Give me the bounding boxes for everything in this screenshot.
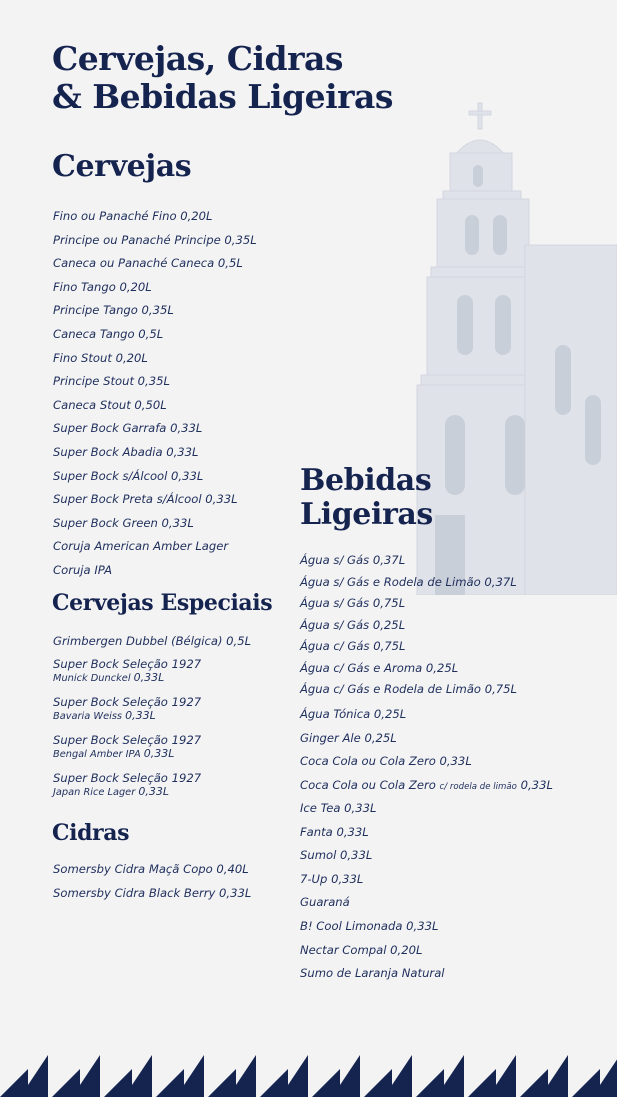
item-size: 0,33L [133, 671, 165, 684]
list-item: Água s/ Gás 0,25L [300, 617, 406, 632]
especiais-heading: Cervejas Especiais [52, 590, 273, 616]
especiais-list [53, 634, 251, 648]
list-item [53, 695, 201, 723]
list-item: Fino ou Panaché Fino 0,20L [53, 209, 213, 223]
list-item: Água c/ Gás e Rodela de Limão 0,75L [300, 682, 517, 696]
bebidas-heading-line-2: Ligeiras [300, 497, 433, 532]
list-item: Principe Stout 0,35L [53, 374, 170, 389]
list-item: Ginger Ale 0,25L [300, 730, 397, 745]
item-size: 0,33L [520, 777, 553, 792]
cidras-list [53, 862, 251, 909]
page-title [52, 40, 393, 116]
item-variety: Bavaria Weiss [53, 711, 123, 722]
list-item: Principe Tango 0,35L [53, 303, 174, 318]
list-item [53, 771, 201, 799]
item-variety: Japan Rice Lager [53, 787, 136, 798]
list-item [53, 733, 201, 761]
list-item: B! Cool Limonada 0,33L [300, 918, 439, 933]
list-item: Ice Tea 0,33L [300, 801, 377, 815]
list-item: Coruja IPA [53, 562, 113, 577]
cidras-heading: Cidras [52, 820, 130, 846]
cervejas-list [53, 209, 257, 587]
list-item: Fanta 0,33L [300, 824, 369, 839]
bebidas-list-refrigerantes [300, 801, 445, 990]
item-name: Super Bock Seleção 1927 [53, 733, 202, 747]
item-note: c/ rodela de limão [439, 781, 517, 792]
list-item: Super Bock Green 0,33L [53, 515, 194, 530]
list-item: Caneca ou Panaché Caneca 0,5L [53, 256, 243, 271]
item-variety: Munick Dunckel [53, 673, 131, 684]
list-item: Super Bock Garrafa 0,33L [53, 421, 203, 436]
list-item [53, 657, 201, 685]
list-item: Grimbergen Dubbel (Bélgica) 0,5L [53, 634, 252, 648]
list-item: Principe ou Panaché Principe 0,35L [53, 232, 257, 247]
item-variety-line [53, 747, 201, 761]
list-item: Água c/ Gás 0,75L [300, 639, 406, 653]
list-item: Sumo de Laranja Natural [300, 966, 445, 981]
list-item: Fino Tango 0,20L [53, 279, 152, 294]
list-item: Sumol 0,33L [300, 848, 373, 863]
list-item: Somersby Cidra Maçã Copo 0,40L [53, 862, 249, 876]
list-item: Coruja American Amber Lager [53, 539, 229, 554]
list-item: Guaraná [300, 895, 350, 910]
bebidas-heading [300, 464, 433, 532]
list-item: Água s/ Gás e Rodela de Limão 0,37L [300, 574, 517, 589]
list-item: Super Bock s/Álcool 0,33L [53, 468, 204, 483]
item-size: 0,33L [138, 785, 169, 798]
list-item: Água s/ Gás 0,75L [300, 596, 406, 610]
list-item-coca-cola-lemon [300, 778, 553, 794]
triangle-pattern-border [0, 1055, 617, 1097]
item-size: 0,33L [143, 747, 175, 760]
list-item: Água Tónica 0,25L [300, 707, 407, 721]
list-item: Caneca Tango 0,5L [53, 326, 164, 341]
item-name: Super Bock Seleção 1927 [53, 771, 202, 785]
item-variety-line [53, 785, 201, 799]
list-item: Fino Stout 0,20L [53, 350, 148, 365]
list-item: Super Bock Abadia 0,33L [53, 444, 199, 459]
item-name: Coca Cola ou Cola Zero [300, 777, 436, 792]
list-item: 7-Up 0,33L [300, 871, 364, 886]
page-title-line-2: & Bebidas Ligeiras [52, 77, 393, 116]
item-name: Super Bock Seleção 1927 [53, 695, 202, 709]
list-item: Caneca Stout 0,50L [53, 397, 167, 412]
item-variety-line [53, 709, 201, 723]
item-variety: Bengal Amber IPA [53, 749, 141, 760]
cervejas-heading: Cervejas [52, 149, 192, 184]
list-item: Super Bock Preta s/Álcool 0,33L [53, 492, 238, 507]
bebidas-list [300, 707, 553, 803]
page-title-line-1: Cervejas, Cidras [52, 39, 343, 78]
list-item: Nectar Compal 0,20L [300, 942, 423, 957]
list-item: Água s/ Gás 0,37L [300, 553, 406, 567]
list-item: Somersby Cidra Black Berry 0,33L [53, 885, 252, 900]
list-item: Coca Cola ou Cola Zero 0,33L [300, 754, 472, 768]
item-variety-line [53, 671, 201, 685]
list-item: Água c/ Gás e Aroma 0,25L [300, 660, 459, 675]
bebidas-list-aguas [300, 553, 517, 704]
item-size: 0,33L [125, 709, 156, 722]
especiais-seleccao-list [53, 657, 201, 809]
bebidas-heading-line-1: Bebidas [300, 463, 432, 498]
item-name: Super Bock Seleção 1927 [53, 657, 202, 671]
